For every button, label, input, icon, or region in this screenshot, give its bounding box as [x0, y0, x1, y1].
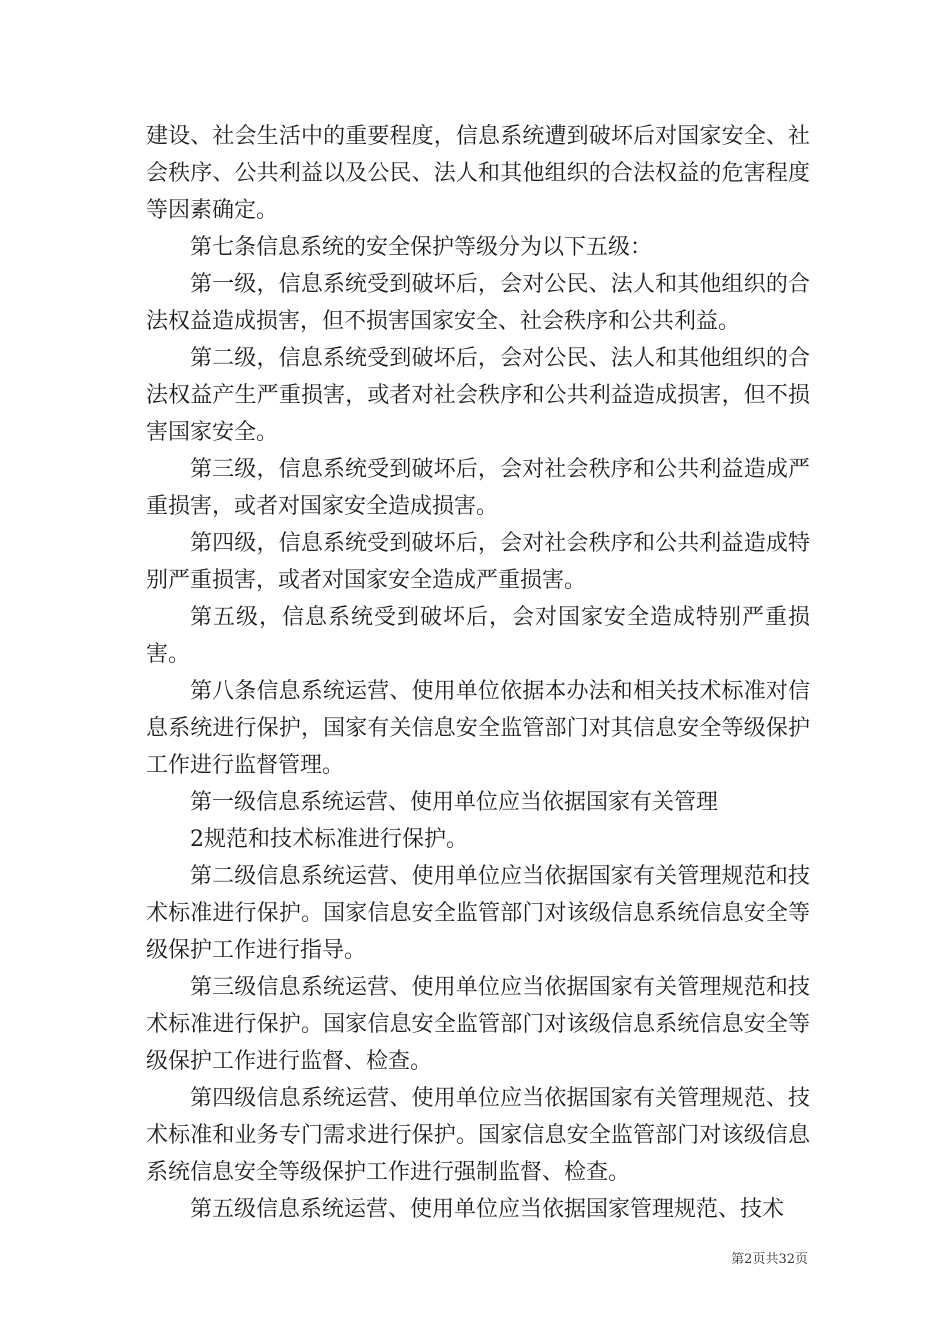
- paragraph: 第五级信息系统运营、使用单位应当依据国家管理规范、技术: [190, 1197, 785, 1222]
- paragraph: 第三级信息系统运营、使用单位应当依据国家有关管理规范和技术标准进行保护。国家信息安全监管部门对该级信息系统信息安全等级保护工作进行监督、检查。: [146, 975, 810, 1074]
- paragraph: 第一级，信息系统受到破坏后，会对公民、法人和其他组织的合法权益造成损害，但不损害国家安全、社会秩序和公共利益。: [146, 272, 810, 334]
- paragraph: 第八条信息系统运营、使用单位依据本办法和相关技术标准对信息系统进行保护，国家有关信息安全监管部门对其信息安全等级保护工作进行监督管理。: [146, 679, 810, 778]
- paragraph: 2规范和技术标准进行保护。: [190, 827, 468, 852]
- paragraph: 建设、社会生活中的重要程度，信息系统遭到破坏后对国家安全、社会秩序、公共利益以及公民、法人和其他组织的合法权益的危害程度等因素确定。: [146, 124, 810, 223]
- paragraph: 第五级，信息系统受到破坏后，会对国家安全造成特别严重损害。: [146, 605, 810, 667]
- paragraph: 第四级信息系统运营、使用单位应当依据国家有关管理规范、技术标准和业务专门需求进行保护。国家信息安全监管部门对该级信息系统信息安全等级保护工作进行强制监督、检查。: [146, 1086, 810, 1185]
- paragraph: 第三级，信息系统受到破坏后，会对社会秩序和公共利益造成严重损害，或者对国家安全造成损害。: [146, 457, 810, 519]
- paragraph: 第一级信息系统运营、使用单位应当依据国家有关管理: [190, 790, 719, 815]
- paragraph: 第七条信息系统的安全保护等级分为以下五级：: [190, 235, 653, 260]
- page-number: 第2页共32页: [731, 1252, 808, 1267]
- paragraph: 第二级，信息系统受到破坏后，会对公民、法人和其他组织的合法权益产生严重损害，或者对社会秩序和公共利益造成损害，但不损害国家安全。: [146, 346, 810, 445]
- paragraph: 第二级信息系统运营、使用单位应当依据国家有关管理规范和技术标准进行保护。国家信息安全监管部门对该级信息系统信息安全等级保护工作进行指导。: [146, 864, 810, 963]
- paragraph: 第四级，信息系统受到破坏后，会对社会秩序和公共利益造成特别严重损害，或者对国家安全造成严重损害。: [146, 531, 810, 593]
- document-body: [146, 118, 810, 1228]
